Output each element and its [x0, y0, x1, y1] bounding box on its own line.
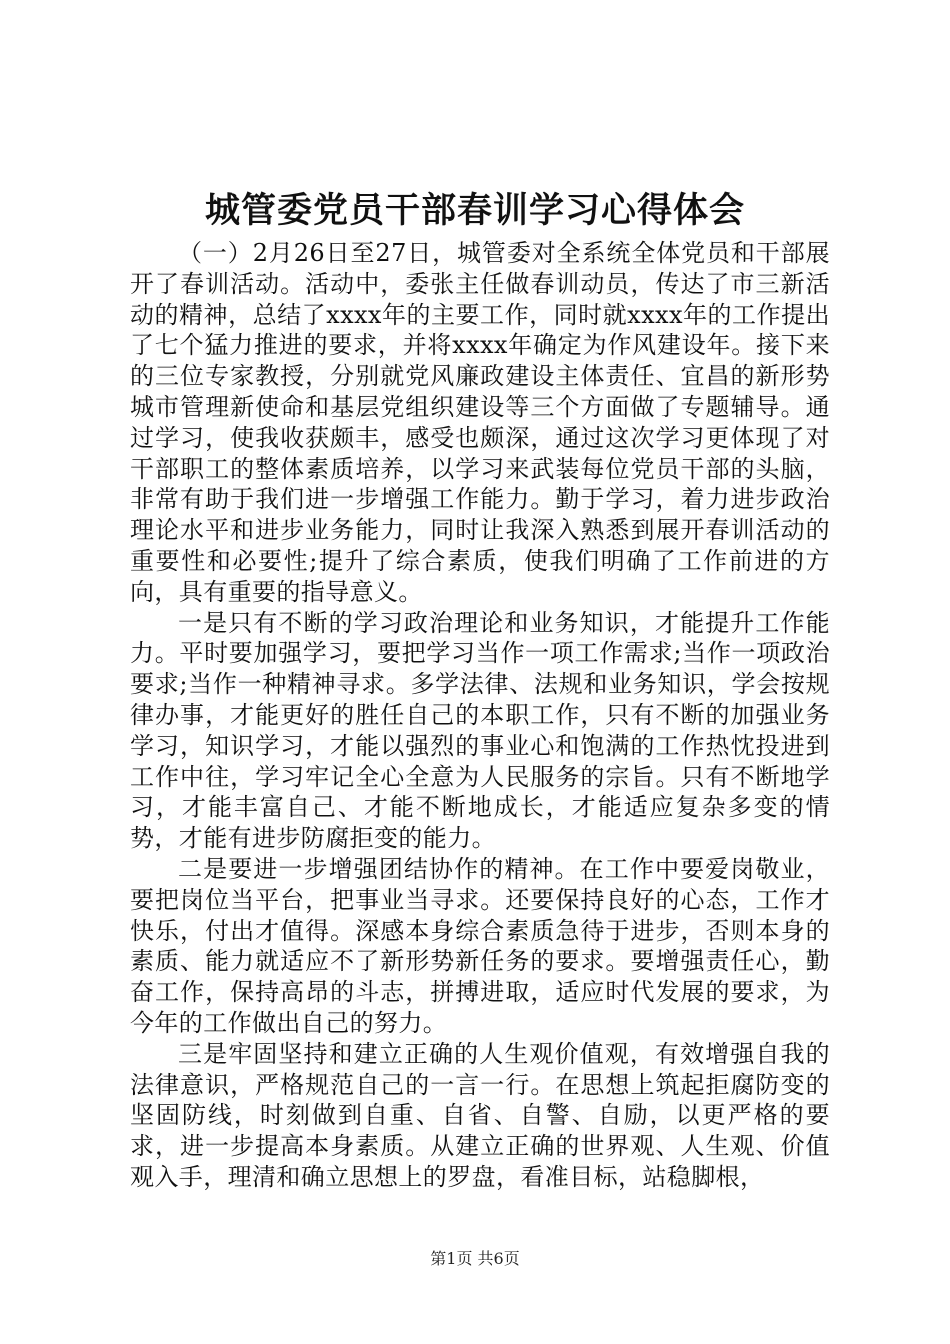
paragraph-4: 三是牢固坚持和建立正确的人生观价值观，有效增强自我的法律意识，严格规范自己的一言一行。在思想上筑起拒腐防变的坚固防线，时刻做到自重、自省、自警、自励，以更严格的要求，进一步提高本身素质。从建立正确的世界观、人生观、价值观入手，理清和确立思想上的罗盘，看准目标，站稳脚根， [130, 1039, 830, 1191]
paragraph-2: 一是只有不断的学习政治理论和业务知识，才能提升工作能力。平时要加强学习，要把学习当作一项工作需求;当作一项政治要求;当作一种精神寻求。多学法律、法规和业务知识，学会按规律办事，才能更好的胜任自己的本职工作，只有不断的加强业务学习，知识学习，才能以强烈的事业心和饱满的工作热忱投进到工作中往，学习牢记全心全意为人民服务的宗旨。只有不断地学习，才能丰富自己、才能不断地成长，才能适应复杂多变的情势，才能有进步防腐拒变的能力。 [130, 608, 830, 853]
document-title: 城管委党员干部春训学习心得体会 [204, 190, 745, 231]
paragraph-1: （一）2月26日至27日，城管委对全系统全体党员和干部展开了春训活动。活动中，委张主任做春训动员，传达了市三新活动的精神，总结了xxxx年的主要工作，同时就xxxx年的工作提出了七个猛力推进的要求，并将xxxx年确定为作风建设年。接下来的三位专家教授，分别就党风廉政建设主体责任、宜昌的新形势城市管理新使命和基层党组织建设等三个方面做了专题辅导。通过学习，使我收获颇丰，感受也颇深，通过这次学习更体现了对干部职工的整体素质培养，以学习来武装每位党员干部的头脑，非常有助于我们进一步增强工作能力。勤于学习，着力进步政治理论水平和进步业务能力，同时让我深入熟悉到展开春训活动的重要性和必要性;提升了综合素质，使我们明确了工作前进的方向，具有重要的指导意义。 [130, 239, 830, 606]
page-number-footer: 第1页 共6页 [430, 1249, 520, 1268]
paragraph-3: 二是要进一步增强团结协作的精神。在工作中要爱岗敬业，要把岗位当平台，把事业当寻求。还要保持良好的心态，工作才快乐，付出才值得。深感本身综合素质急待于进步，否则本身的素质、能力就适应不了新形势新任务的要求。要增强责任心，勤奋工作，保持高昂的斗志，拼搏进取，适应时代发展的要求，为今年的工作做出自己的努力。 [130, 854, 830, 1037]
document-body [130, 238, 830, 1193]
